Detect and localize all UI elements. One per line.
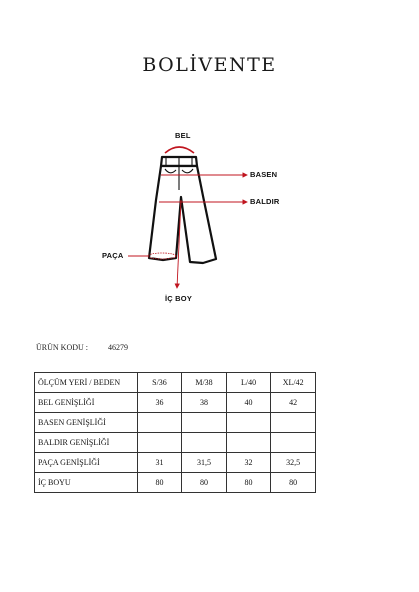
table-cell: 36	[137, 393, 182, 413]
table-row	[35, 393, 316, 413]
table-cell: İÇ BOYU	[35, 473, 138, 493]
product-code-value: 46279	[108, 343, 128, 352]
table-header-cell: M/38	[182, 373, 227, 393]
table-cell	[226, 433, 271, 453]
table-header-cell: L/40	[226, 373, 271, 393]
table-cell: 31,5	[182, 453, 227, 473]
table-cell: 32	[226, 453, 271, 473]
table-cell: 80	[226, 473, 271, 493]
table-cell: BALDIR GENİŞLİĞİ	[35, 433, 138, 453]
table-row	[35, 433, 316, 453]
label-baldir: BALDIR	[250, 197, 280, 206]
table-cell: 31	[137, 453, 182, 473]
table-cell	[226, 413, 271, 433]
table-cell	[137, 413, 182, 433]
table-cell: 80	[137, 473, 182, 493]
table-cell	[182, 413, 227, 433]
table-cell: 40	[226, 393, 271, 413]
table-cell: 80	[182, 473, 227, 493]
product-code-row	[36, 343, 128, 352]
brand-logo: BOLİVENTE	[142, 54, 277, 76]
table-row	[35, 413, 316, 433]
table-cell: 38	[182, 393, 227, 413]
table-header-cell: ÖLÇÜM YERİ / BEDEN	[35, 373, 138, 393]
table-header-cell: XL/42	[271, 373, 316, 393]
table-cell: PAÇA GENİŞLİĞİ	[35, 453, 138, 473]
table-cell: BASEN GENİŞLİĞİ	[35, 413, 138, 433]
label-paca: PAÇA	[102, 251, 124, 260]
table-cell: 32,5	[271, 453, 316, 473]
table-cell: BEL GENİŞLİĞİ	[35, 393, 138, 413]
table-row	[35, 473, 316, 493]
table-cell: 42	[271, 393, 316, 413]
table-cell	[182, 433, 227, 453]
jeans-illustration	[149, 157, 216, 263]
label-bel: BEL	[175, 131, 191, 140]
table-cell	[271, 413, 316, 433]
table-cell	[271, 433, 316, 453]
table-row	[35, 453, 316, 473]
table-header-row	[35, 373, 316, 393]
product-code-label: ÜRÜN KODU :	[36, 343, 88, 352]
label-basen: BASEN	[250, 170, 278, 179]
table-header-cell: S/36	[137, 373, 182, 393]
table-cell	[137, 433, 182, 453]
size-chart-table	[34, 372, 316, 493]
label-ic-boy: İÇ BOY	[165, 294, 193, 303]
table-cell: 80	[271, 473, 316, 493]
